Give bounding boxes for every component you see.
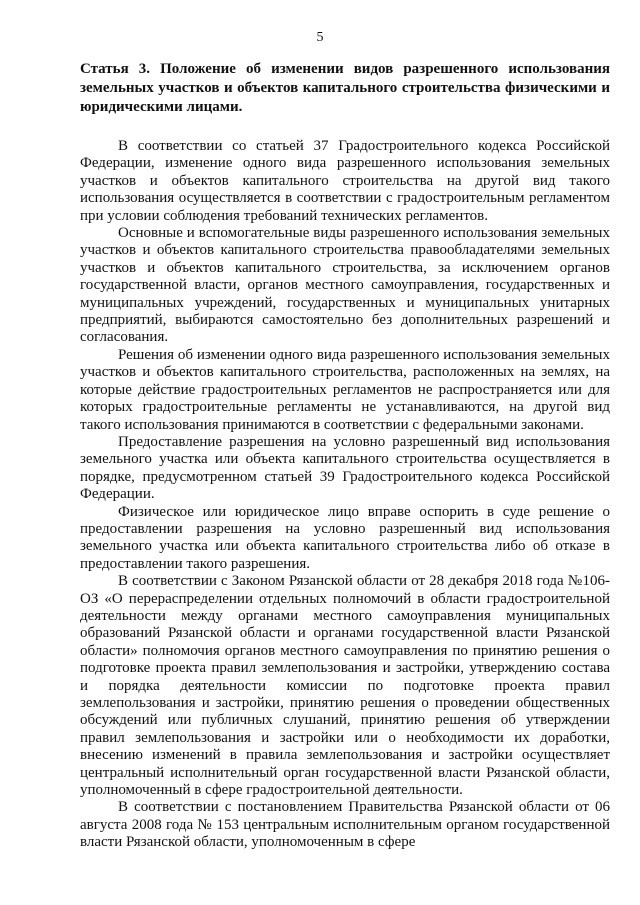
document-body xyxy=(80,60,610,852)
paragraph-4: Предоставление разрешения на условно разрешенный вид использования земельного участка или объекта капитального строительства осуществляется в порядке, предусмотренном статьей 39 Градостроительного кодекса Российской Федерации. xyxy=(80,433,610,503)
paragraph-3: Решения об изменении одного вида разрешенного использования земельных участков и объектов капитального строительства, расположенных на землях, на которые действие градостроительных регламентов не распространяется или для которых градостроительные регламенты не устанавливаются, на другой вид такого использования принимаются в соответствии с федеральными законами. xyxy=(80,346,610,433)
paragraph-5: Физическое или юридическое лицо вправе оспорить в суде решение о предоставлении разрешения на условно разрешенный вид использования земельного участка или объекта капитального строительства либо об отказе в предоставлении такого разрешения. xyxy=(80,503,610,572)
article-heading: Статья 3. Положение об изменении видов разрешенного использования земельных участков и объектов капитального строительства физическими и юридическими лицами. xyxy=(80,61,610,115)
page-number: 5 xyxy=(316,30,324,45)
paragraph-1: В соответствии со статьей 37 Градостроительного кодекса Российской Федерации, изменение одного вида разрешенного использования земельных участков и объектов капитального строительства на другой вид такого использования осуществляется в соответствии с градостроительным регламентом при условии соблюдения требований технических регламентов. xyxy=(80,138,610,224)
paragraph-7: В соответствии с постановлением Правительства Рязанской области от 06 августа 2008 года № 153 центральным исполнительным органом государственной власти Рязанской области, уполномоченным в сфере xyxy=(80,799,610,851)
paragraph-6: В соответствии с Законом Рязанской области от 28 декабря 2018 года №106-ОЗ «О перераспределении отдельных полномочий в области градостроительной деятельности между органами местного самоуправления муниципальных образований Рязанской области и органами государственной власти Рязанской области» полномочия органов местного самоуправления по принятию решения о подготовке проекта правил землепользования и застройки, утверждению состава и порядка деятельности комиссии по подготовке проекта правил землепользования и застройки, принятию решения о проведении общественных обсуждений или публичных слушаний, принятию решения об утверждении правил землепользования и застройки или о необходимости их доработки, внесению изменений в правила землепользования и застройки осуществляет центральный исполнительный орган государственной власти Рязанской области, уполномоченный в сфере градостроительной деятельности. xyxy=(80,573,610,799)
heading-spacer xyxy=(80,117,610,138)
paragraph-2: Основные и вспомогательные виды разрешенного использования земельных участков и объектов капитального строительства правообладателями земельных участков и объектов капитального строительства, за исключением органов государственной власти, органов местного самоуправления, государственных и муниципальных учреждений, государственных и муниципальных унитарных предприятий, выбираются самостоятельно без дополнительных разрешений и согласования. xyxy=(80,225,610,346)
